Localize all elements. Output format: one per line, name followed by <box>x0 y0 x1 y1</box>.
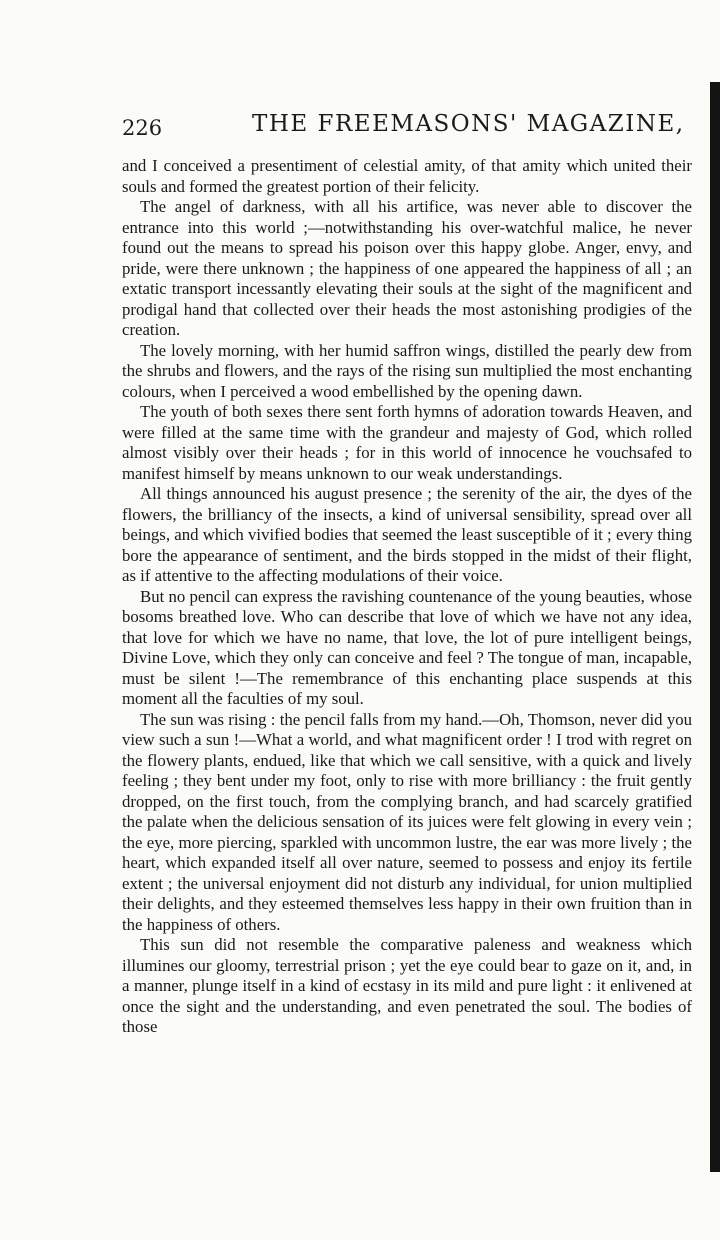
page-edge-shadow <box>710 82 720 1172</box>
paragraph: All things announced his august presence ; the serenity of the air, the dyes of the flowers, the brilliancy of the insects, a kind of universal sensibility, spread over all beings, and which vivified bodies that seemed the least susceptible of it ; every thing bore the appearance of sentiment, and the birds stopped in the midst of their flight, as if attentive to the affecting modulations of their voice. <box>122 484 692 585</box>
page-number: 226 <box>122 116 163 140</box>
paragraph: The sun was rising : the pencil falls from my hand.—Oh, Thomson, never did you view such a sun !—What a world, and what magnificent order ! I trod with regret on the flowery plants, endued, like that which we call sensitive, with a quick and lively feeling ; they bent under my foot, only to rise with more brilliancy : the fruit gently dropped, on the first touch, from the complying branch, and had scarcely gratified the palate when the delicious sensation of its juices were felt glowing in every vein ; the eye, more piercing, sparkled with uncommon lustre, the ear was more lively ; the heart, which expanded itself all over nature, seemed to possess and enjoy its fertile extent ; the universal enjoyment did not disturb any individual, for union multiplied their delights, and they esteemed themselves less happy in their own fruition than in the happiness of others. <box>122 709 692 934</box>
paragraph: The angel of darkness, with all his artifice, was never able to discover the entrance into this world ;—notwithstanding his over-watchful malice, he never found out the means to spread his poison over this happy globe. Anger, envy, and pride, were there unknown ; the happiness of one appeared the happiness of all ; an extatic transport incessantly elevating their souls at the sight of the magnificent and prodigal hand that collected over their heads the most astonishing prodigies of the creation. <box>122 197 692 339</box>
paragraph: But no pencil can express the ravishing countenance of the young beauties, whose bosoms breathed love. Who can describe that love of which we have not any idea, that love for which we have no name, that love, the lot of pure intelligent beings, Divine Love, which they only can conceive and feel ? The tongue of man, incapable, must be silent !—The remembrance of this enchanting place suspends at this moment all the faculties of my soul. <box>122 586 692 708</box>
running-head: THE FREEMASONS' MAGAZINE, <box>252 111 685 137</box>
article-body <box>122 156 692 1038</box>
paragraph: and I conceived a presentiment of celestial amity, of that amity which united their souls and formed the greatest portion of their felicity. <box>122 156 692 196</box>
paragraph: The youth of both sexes there sent forth hymns of adoration towards Heaven, and were filled at the same time with the grandeur and majesty of God, which rolled almost visibly over their heads ; for in this world of innocence he vouchsafed to manifest himself by means unknown to our weak understandings. <box>122 402 692 483</box>
page-header <box>122 104 692 144</box>
paragraph: The lovely morning, with her humid saffron wings, distilled the pearly dew from the shrubs and flowers, and the rays of the rising sun multiplied the most enchanting colours, when I perceived a wood embellished by the opening dawn. <box>122 340 692 401</box>
paragraph: This sun did not resemble the comparative paleness and weakness which illumines our gloomy, terrestrial prison ; yet the eye could bear to gaze on it, and, in a manner, plunge itself in a kind of ecstasy in its mild and pure light : it enlivened at once the sight and the understanding, and even penetrated the soul. The bodies of those <box>122 935 692 1036</box>
